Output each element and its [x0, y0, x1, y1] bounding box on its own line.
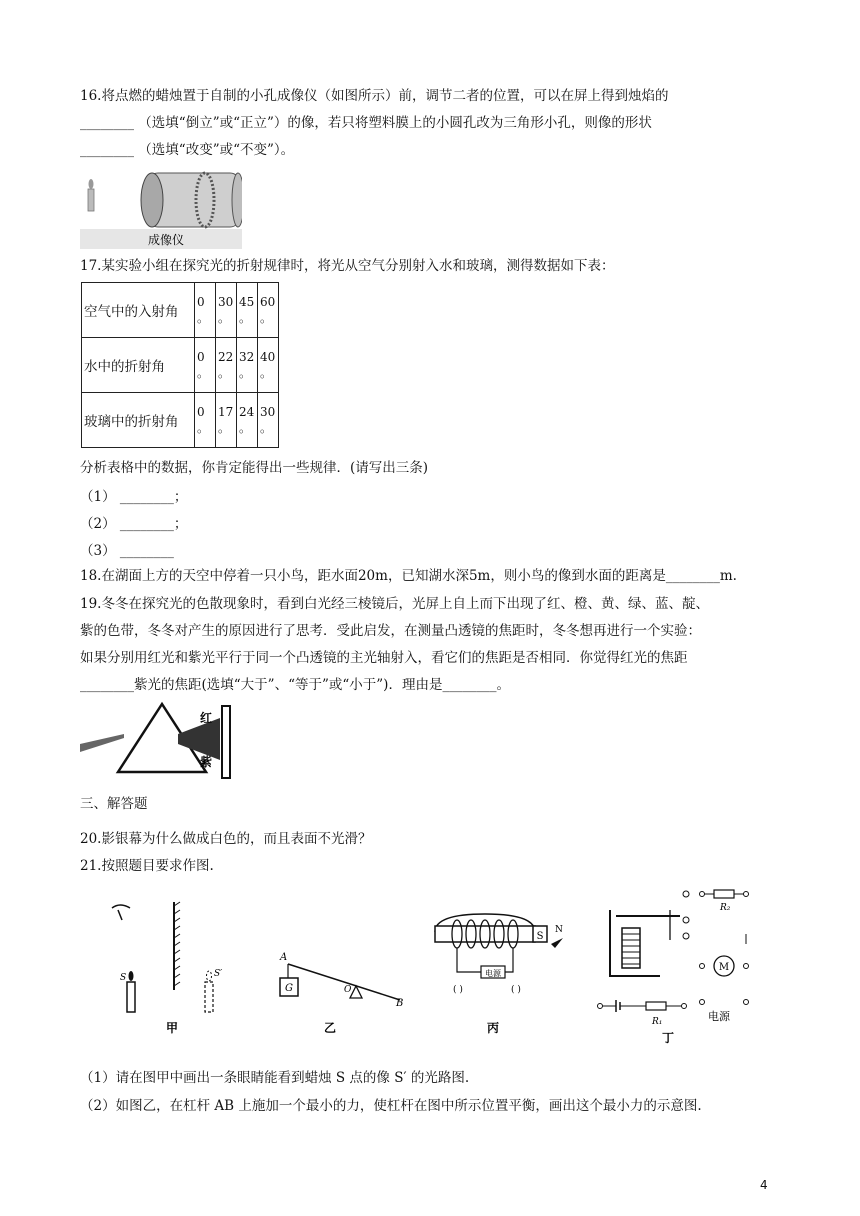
table-cell: 32 。 [237, 338, 258, 393]
paren-right: ( ) [511, 985, 521, 995]
s-prime-label: S′ [214, 969, 223, 979]
q19-line1: 19.冬冬在探究光的色散现象时，看到白光经三棱镜后，光屏上自上而下出现了红、橙、黄、绿、蓝、靛、 [80, 596, 709, 612]
pinhole-camera-figure [80, 165, 242, 249]
table-cell: 0 。 [195, 393, 216, 448]
q20-text: 20.影银幕为什么做成白色的，而且表面不光滑？ [80, 831, 372, 847]
table-cell: 17 。 [216, 393, 237, 448]
motor-label: M [718, 962, 730, 973]
n-label: N [555, 925, 563, 935]
q17-analysis: 分析表格中的数据，你肯定能得出一些规律．(请写出三条) [80, 460, 429, 476]
q21-sub1: （1）请在图甲中画出一条眼睛能看到蜡烛 S 点的像 S′ 的光路图. [80, 1070, 470, 1086]
table-row [82, 283, 279, 338]
table-cell: 60 。 [258, 283, 279, 338]
figure-jia [100, 880, 240, 1040]
table-cell: 45 。 [237, 283, 258, 338]
power-label: 电源 [485, 969, 501, 978]
q16-line1: 16.将点燃的蜡烛置于自制的小孔成像仪（如图所示）前，调节二者的位置，可以在屏上得到烛焰的 [80, 88, 669, 104]
o-label: O [344, 985, 352, 995]
table-cell: 0 。 [195, 283, 216, 338]
table-cell: 24 。 [237, 393, 258, 448]
violet-label: 紫 [200, 755, 213, 769]
table-cell: 30 。 [216, 283, 237, 338]
section-heading: 三、解答题 [80, 796, 148, 812]
q17-blank-1: （1） ________； [80, 489, 188, 505]
q19-line3: 如果分别用红光和紫光平行于同一个凸透镜的主光轴射入，看它们的焦距是否相同．你觉得红光的焦距 [80, 650, 688, 666]
q17-blank-2: （2） ________； [80, 516, 188, 532]
compass-needle-icon [551, 938, 563, 948]
red-label: 红 [200, 711, 213, 725]
q16-line2: ________ （选填“倒立”或“正立”）的像，若只将塑料膜上的小圆孔改为三角形小孔，则像的形状 [80, 115, 652, 131]
table-row [82, 338, 279, 393]
ding-power-label: 电源 [708, 1010, 730, 1023]
q21-intro: 21.按照题目要求作图. [80, 858, 214, 874]
b-label: B [396, 998, 404, 1009]
table-cell: 22 。 [216, 338, 237, 393]
page-number: 4 [760, 1178, 768, 1192]
prism-figure [80, 700, 240, 782]
r2-label: R₂ [720, 903, 731, 913]
eye-icon [112, 905, 130, 908]
caption-bing: 丙 [486, 1021, 500, 1035]
figure-bing [425, 880, 575, 1040]
a-label: A [280, 952, 288, 963]
table-cell: 30 。 [258, 393, 279, 448]
q17-intro: 17.某实验小组在探究光的折射规律时，将光从空气分别射入水和玻璃，测得数据如下表： [80, 258, 615, 274]
q19-line4: ________紫光的焦距(选填“大于”、“等于”或“小于”)．理由是________。 [80, 677, 510, 693]
table-cell: 40 。 [258, 338, 279, 393]
row-label: 玻璃中的折射角 [82, 393, 195, 448]
caption-yi: 乙 [323, 1021, 337, 1035]
table-cell: 0 。 [195, 338, 216, 393]
q19-line2: 紫的色带，冬冬对产生的原因进行了思考．受此启发，在测量凸透镜的焦距时，冬冬想再进行一个实验： [80, 623, 701, 639]
table-row [82, 393, 279, 448]
caption-ding: 丁 [661, 1031, 675, 1045]
refraction-table [81, 282, 279, 448]
q21-sub2: （2）如图乙，在杠杆 AB 上施加一个最小的力，使杠杆在图中所示位置平衡，画出这个最小力的示意图. [80, 1098, 702, 1114]
s-label: S [120, 973, 127, 983]
caption-jia: 甲 [165, 1021, 179, 1035]
g-label: G [285, 983, 293, 994]
figure-yi [270, 880, 415, 1040]
pinhole-caption: 成像仪 [147, 233, 185, 247]
paren-left: ( ) [453, 985, 463, 995]
row-label: 水中的折射角 [82, 338, 195, 393]
q17-blank-3: （3） ________ [80, 543, 174, 559]
figure-ding [590, 880, 770, 1050]
q16-line3: ________ （选填“改变”或“不变”）。 [80, 142, 295, 158]
r1-label: R₁ [652, 1017, 663, 1027]
q18-text: 18.在湖面上方的天空中停着一只小鸟，距水面20m，已知湖水深5m，则小鸟的像到水面的距离是________m. [80, 568, 737, 584]
row-label: 空气中的入射角 [82, 283, 195, 338]
s-pole-label: S [536, 931, 544, 942]
